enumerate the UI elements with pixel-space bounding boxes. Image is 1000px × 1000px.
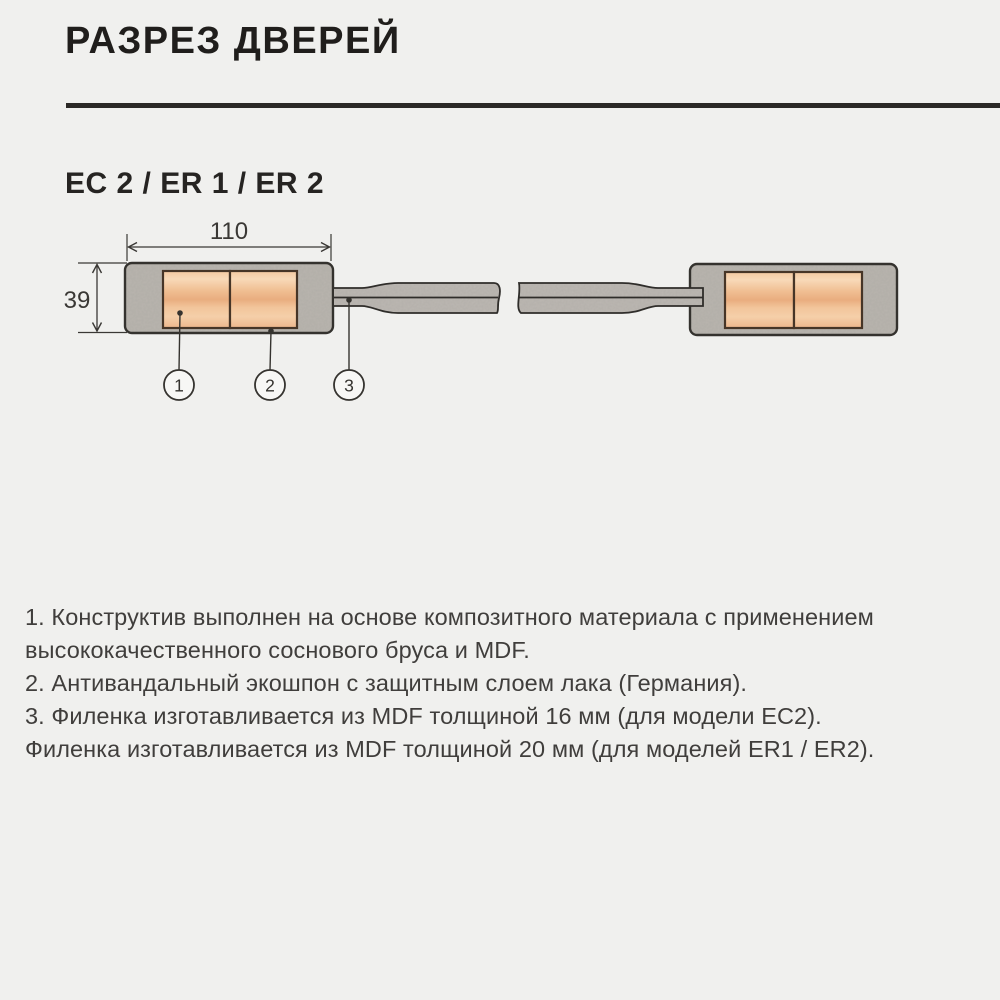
callout-3 [334, 297, 364, 400]
note-line-3: 2. Антивандальный экошпон с защитным слоем лака (Германия). [25, 670, 748, 696]
callout-3-number: 3 [344, 375, 354, 396]
page-title: РАЗРЕЗ ДВЕРЕЙ [65, 20, 401, 62]
note-line-4: 3. Филенка изготавливается из MDF толщиной 16 мм (для модели EC2). [25, 703, 822, 729]
callout-2-number: 2 [265, 375, 275, 396]
wood-blocks-right [725, 272, 862, 328]
note-line-2: высококачественного соснового бруса и MDF. [25, 637, 530, 663]
dimension-height-39 [64, 263, 127, 333]
notes-block [25, 601, 990, 766]
door-cross-section-diagram [0, 150, 1000, 440]
width-dimension-label: 110 [209, 218, 249, 245]
cross-section-svg [0, 150, 1000, 440]
wood-blocks-left [163, 271, 297, 328]
title-underline [66, 103, 1000, 108]
callout-1-number: 1 [174, 375, 184, 396]
panel-filenka [334, 283, 703, 313]
model-names-label: EC 2 / ER 1 / ER 2 [65, 167, 325, 200]
callout-2 [255, 328, 285, 400]
note-line-1: 1. Конструктив выполнен на основе композитного материала с применением [25, 604, 874, 630]
dimension-width-110 [127, 218, 331, 261]
note-line-5: Филенка изготавливается из MDF толщиной 20 мм (для моделей ER1 / ER2). [25, 736, 875, 762]
height-dimension-label: 39 [63, 287, 91, 314]
